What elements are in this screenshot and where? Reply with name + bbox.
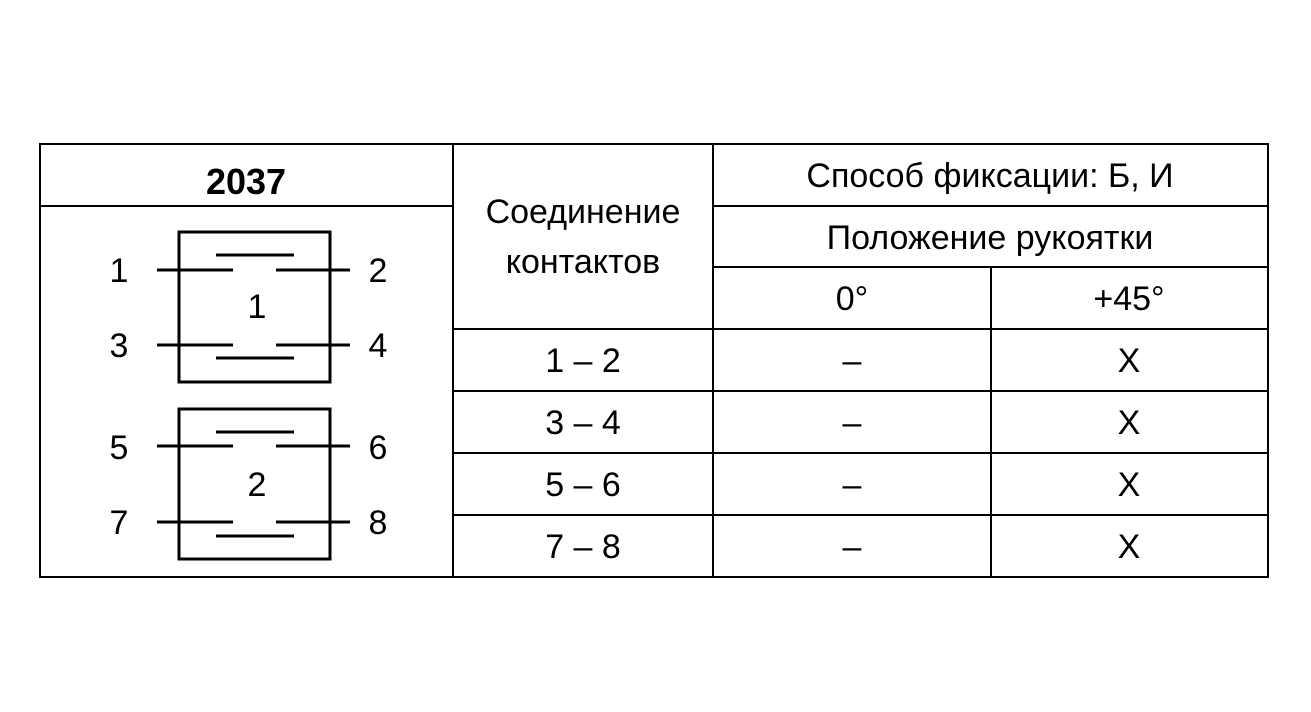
value-cell-45deg: X [1117,404,1141,442]
value-cell-0deg: – [842,342,862,380]
terminal-label: 3 [109,327,129,365]
position-0-header: 0° [835,280,869,318]
terminal-label: 1 [109,252,129,290]
terminal-label: 7 [109,504,129,542]
connection-cell: 5 – 6 [545,466,621,504]
section-label: 1 [247,288,267,326]
switch-section-1 [110,232,388,382]
table-row [545,466,1140,504]
connection-title-line2: контактов [505,243,661,281]
fixation-header: Способ фиксации: Б, И [806,157,1174,195]
connection-cell: 7 – 8 [545,528,621,566]
value-cell-0deg: – [842,466,862,504]
switch-section-2 [110,409,388,559]
value-cell-0deg: – [842,404,862,442]
value-cell-0deg: – [842,528,862,566]
value-cell-45deg: X [1117,342,1141,380]
table-row [545,528,1140,566]
position-45-header: +45° [1093,280,1165,318]
connection-cell: 1 – 2 [545,342,621,380]
terminal-label: 8 [368,504,388,542]
connection-cell: 3 – 4 [545,404,621,442]
terminal-label: 2 [368,252,388,290]
handle-position-header: Положение рукоятки [826,219,1154,257]
connection-title-line1: Соединение [485,193,681,231]
value-cell-45deg: X [1117,528,1141,566]
terminal-label: 5 [109,429,129,467]
table-row [545,342,1140,380]
section-label: 2 [247,466,267,504]
terminal-label: 6 [368,429,388,467]
table-row [545,404,1140,442]
value-cell-45deg: X [1117,466,1141,504]
terminal-label: 4 [368,327,388,365]
model-number: 2037 [205,161,287,202]
